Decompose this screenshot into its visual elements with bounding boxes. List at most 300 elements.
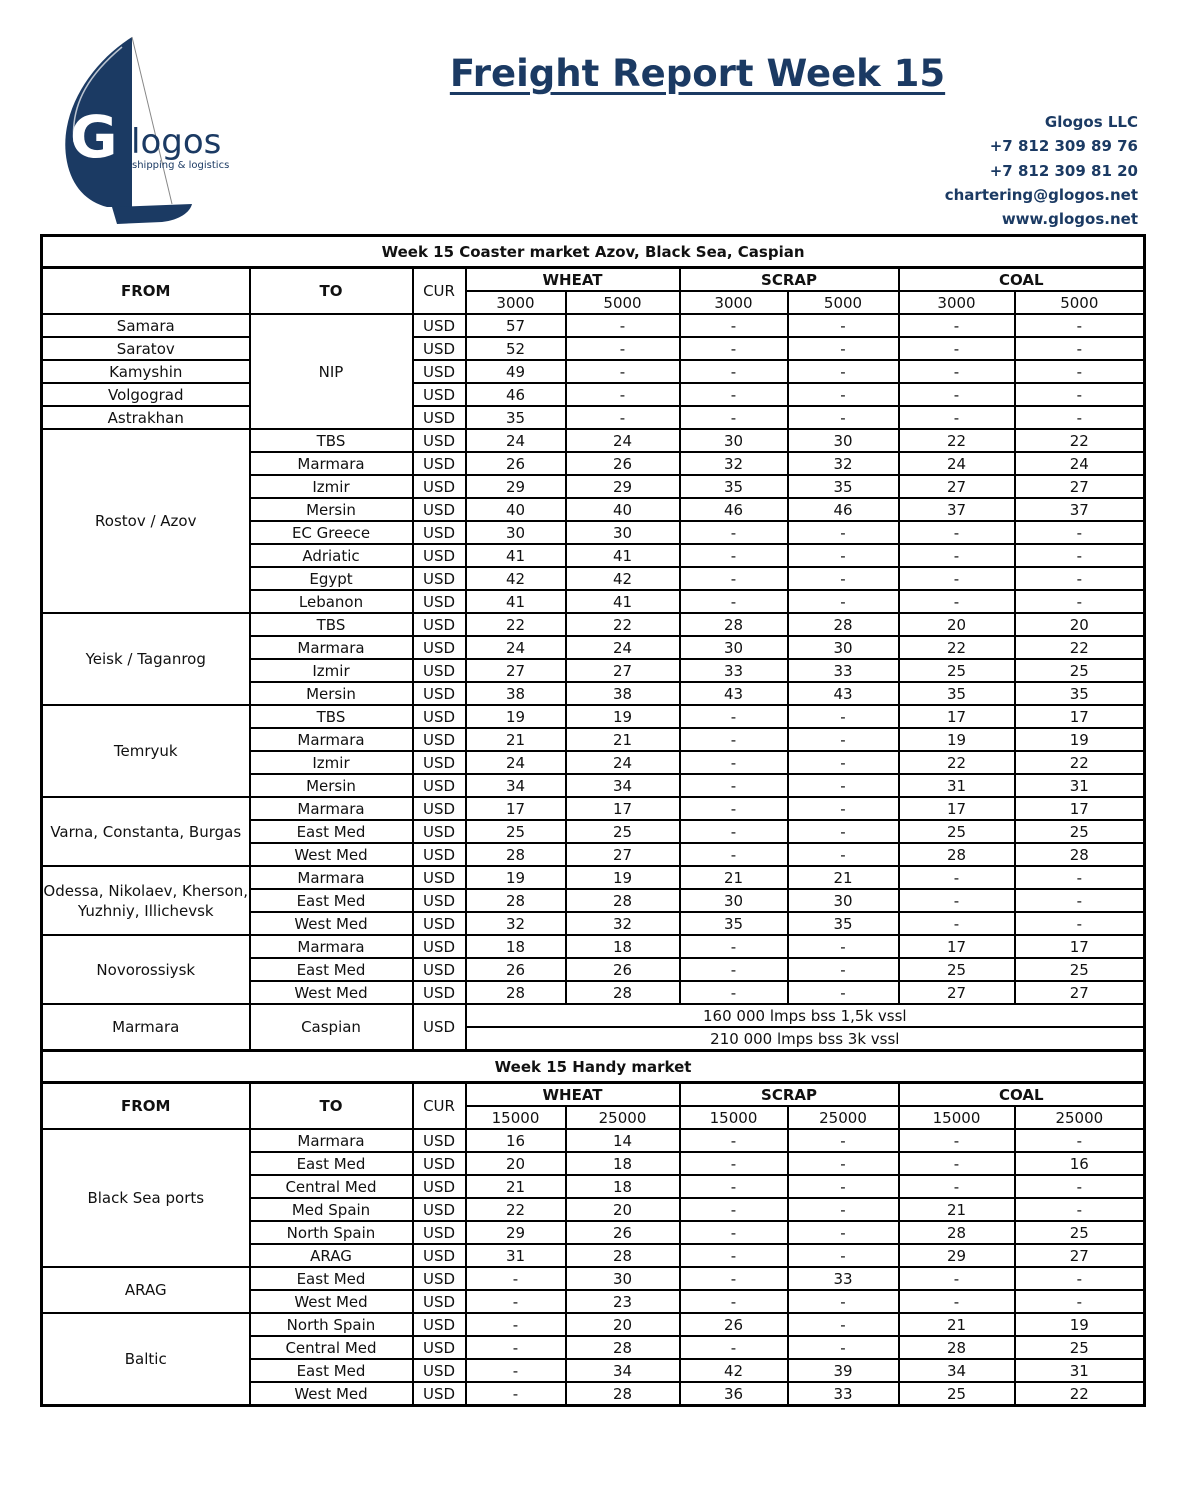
- cell-rate: -: [899, 912, 1015, 935]
- cell-cur: USD: [413, 475, 466, 498]
- cell-to: TBS: [250, 613, 413, 636]
- cell-cur: USD: [413, 498, 466, 521]
- cell-to: Egypt: [250, 567, 413, 590]
- cell-cur: USD: [413, 866, 466, 889]
- cell-rate: -: [1015, 590, 1145, 613]
- cell-cur: USD: [413, 1382, 466, 1406]
- header-cargo-scrap: SCRAP: [680, 1083, 899, 1107]
- cell-cur: USD: [413, 797, 466, 820]
- cell-cur: USD: [413, 751, 466, 774]
- header-cur: CUR: [413, 1083, 466, 1130]
- cell-rate: 29: [466, 475, 566, 498]
- cell-rate: -: [899, 567, 1015, 590]
- cell-to: East Med: [250, 1267, 413, 1290]
- cell-from: Varna, Constanta, Burgas: [42, 797, 250, 866]
- cell-cur: USD: [413, 590, 466, 613]
- cell-rate: -: [466, 1336, 566, 1359]
- cell-rate: 18: [566, 1152, 680, 1175]
- cell-rate: 22: [566, 613, 680, 636]
- cell-rate: -: [680, 958, 788, 981]
- header-size: 25000: [788, 1106, 899, 1129]
- cell-rate: -: [466, 1313, 566, 1336]
- cell-rate: -: [788, 406, 899, 429]
- cell-rate: -: [680, 360, 788, 383]
- cell-rate: 30: [566, 1267, 680, 1290]
- cell-rate: -: [788, 981, 899, 1004]
- cell-to: NIP: [250, 314, 413, 429]
- cell-rate: -: [680, 1244, 788, 1267]
- cell-rate: -: [1015, 314, 1145, 337]
- handy-section-title: Week 15 Handy market: [42, 1051, 1145, 1083]
- cell-to: Izmir: [250, 751, 413, 774]
- table-row: [42, 1129, 1145, 1152]
- cell-to: Izmir: [250, 475, 413, 498]
- cell-rate: -: [680, 1175, 788, 1198]
- cell-rate: 22: [899, 751, 1015, 774]
- cell-rate: -: [788, 728, 899, 751]
- cell-rate: -: [566, 337, 680, 360]
- cell-cur: USD: [413, 1004, 466, 1051]
- cell-rate: -: [788, 1313, 899, 1336]
- cell-rate: 31: [1015, 1359, 1145, 1382]
- cell-rate: 25: [899, 958, 1015, 981]
- cell-rate: 22: [1015, 751, 1145, 774]
- cell-rate: 19: [1015, 1313, 1145, 1336]
- cell-cur: USD: [413, 728, 466, 751]
- cell-to: West Med: [250, 912, 413, 935]
- cell-rate: 41: [466, 590, 566, 613]
- cell-rate: 40: [466, 498, 566, 521]
- cell-rate: 30: [788, 889, 899, 912]
- cell-rate: -: [680, 1198, 788, 1221]
- cell-to: Marmara: [250, 728, 413, 751]
- table-row: [42, 797, 1145, 820]
- cell-rate: -: [680, 751, 788, 774]
- cell-rate: -: [788, 1336, 899, 1359]
- cell-rate: 35: [466, 406, 566, 429]
- table-row: [42, 935, 1145, 958]
- cell-cur: USD: [413, 1313, 466, 1336]
- cell-rate: -: [899, 544, 1015, 567]
- cell-cur: USD: [413, 981, 466, 1004]
- cell-rate: 33: [788, 1382, 899, 1406]
- cell-rate: 21: [899, 1198, 1015, 1221]
- cell-rate: 21: [566, 728, 680, 751]
- cell-from: Volgograd: [42, 383, 250, 406]
- cell-cur: USD: [413, 843, 466, 866]
- cell-to: East Med: [250, 958, 413, 981]
- cell-rate: 29: [566, 475, 680, 498]
- cell-rate: 17: [1015, 705, 1145, 728]
- coaster-section-title: Week 15 Coaster market Azov, Black Sea, Caspian: [42, 236, 1145, 268]
- phone-1: +7 812 309 89 76: [989, 137, 1138, 156]
- cell-rate: -: [680, 1267, 788, 1290]
- cell-cur: USD: [413, 314, 466, 337]
- cell-rate: 25: [1015, 958, 1145, 981]
- cell-rate: 46: [788, 498, 899, 521]
- cell-rate: 17: [1015, 935, 1145, 958]
- header-size: 25000: [1015, 1106, 1145, 1129]
- cell-rate: -: [680, 1152, 788, 1175]
- cell-rate: -: [1015, 866, 1145, 889]
- cell-cur: USD: [413, 429, 466, 452]
- cell-rate: 22: [466, 613, 566, 636]
- cell-rate: 19: [566, 866, 680, 889]
- cell-rate: 38: [566, 682, 680, 705]
- cell-rate: 28: [466, 981, 566, 1004]
- page-title: [0, 52, 1180, 95]
- cell-rate: 17: [1015, 797, 1145, 820]
- cell-rate: 27: [466, 659, 566, 682]
- cell-from: Black Sea ports: [42, 1129, 250, 1267]
- cell-rate: 35: [899, 682, 1015, 705]
- cell-to: West Med: [250, 1290, 413, 1313]
- cell-to: Mersin: [250, 774, 413, 797]
- cell-from: Baltic: [42, 1313, 250, 1406]
- cell-rate: -: [899, 1290, 1015, 1313]
- cell-rate: 23: [566, 1290, 680, 1313]
- cell-rate: -: [788, 1152, 899, 1175]
- cell-from: Samara: [42, 314, 250, 337]
- header-cargo-wheat: WHEAT: [466, 268, 680, 292]
- cell-rate: 42: [680, 1359, 788, 1382]
- cell-rate: -: [466, 1290, 566, 1313]
- logo-g: G: [70, 103, 118, 171]
- cell-rate: -: [788, 521, 899, 544]
- cell-rate: -: [1015, 1267, 1145, 1290]
- cell-rate: -: [1015, 383, 1145, 406]
- cell-rate: 14: [566, 1129, 680, 1152]
- email-link[interactable]: chartering@glogos.net: [944, 185, 1138, 204]
- cell-rate: 42: [466, 567, 566, 590]
- cell-rate: -: [788, 314, 899, 337]
- freight-table: [40, 234, 1146, 1407]
- cell-rate: 28: [566, 1382, 680, 1406]
- boat-hull-icon: [112, 204, 192, 224]
- cell-rate: -: [680, 1290, 788, 1313]
- cell-rate: -: [566, 383, 680, 406]
- cell-rate: 18: [466, 935, 566, 958]
- cell-rate: -: [899, 360, 1015, 383]
- cell-to: West Med: [250, 981, 413, 1004]
- cell-rate: -: [899, 406, 1015, 429]
- cell-rate: -: [680, 705, 788, 728]
- cell-rate: 24: [466, 636, 566, 659]
- cell-rate: -: [1015, 567, 1145, 590]
- cell-rate: 28: [899, 843, 1015, 866]
- cell-rate: 43: [788, 682, 899, 705]
- cell-cur: USD: [413, 1290, 466, 1313]
- cell-rate: 22: [466, 1198, 566, 1221]
- logo-text: logos: [131, 122, 222, 162]
- header-size: 3000: [680, 291, 788, 314]
- cell-rate: 20: [466, 1152, 566, 1175]
- cell-to: ARAG: [250, 1244, 413, 1267]
- cell-rate: -: [1015, 544, 1145, 567]
- cell-rate: -: [1015, 1198, 1145, 1221]
- cell-rate: 19: [899, 728, 1015, 751]
- cell-rate: 28: [899, 1336, 1015, 1359]
- cell-from: Kamyshin: [42, 360, 250, 383]
- cell-rate: 33: [680, 659, 788, 682]
- cell-rate: -: [788, 567, 899, 590]
- cell-from: Novorossiysk: [42, 935, 250, 1004]
- cell-rate: 25: [566, 820, 680, 843]
- cell-rate: 21: [466, 728, 566, 751]
- cell-to: Marmara: [250, 1129, 413, 1152]
- cell-rate: 41: [566, 544, 680, 567]
- table-row: [42, 314, 1145, 337]
- cell-rate: 28: [680, 613, 788, 636]
- cell-cur: USD: [413, 705, 466, 728]
- cell-to: North Spain: [250, 1221, 413, 1244]
- table-row: [42, 1313, 1145, 1336]
- cell-rate: -: [680, 820, 788, 843]
- cell-rate: 35: [680, 475, 788, 498]
- cell-rate: -: [788, 774, 899, 797]
- cell-lumpsum-note: 210 000 lmps bss 3k vssl: [466, 1027, 1145, 1051]
- cell-rate: 32: [466, 912, 566, 935]
- cell-rate: 34: [566, 774, 680, 797]
- cell-cur: USD: [413, 1359, 466, 1382]
- header-size: 5000: [788, 291, 899, 314]
- cell-rate: -: [680, 935, 788, 958]
- cell-rate: 30: [680, 636, 788, 659]
- header-cargo-scrap: SCRAP: [680, 268, 899, 292]
- cell-rate: 17: [899, 705, 1015, 728]
- cell-rate: -: [680, 544, 788, 567]
- cell-from: Marmara: [42, 1004, 250, 1051]
- cell-cur: USD: [413, 452, 466, 475]
- cell-rate: -: [680, 590, 788, 613]
- cell-rate: -: [680, 567, 788, 590]
- cell-rate: -: [566, 360, 680, 383]
- company-name: Glogos LLC: [1044, 113, 1138, 131]
- cell-rate: 32: [566, 912, 680, 935]
- cell-rate: 17: [566, 797, 680, 820]
- cell-rate: -: [788, 1221, 899, 1244]
- cell-to: North Spain: [250, 1313, 413, 1336]
- cell-cur: USD: [413, 360, 466, 383]
- cell-rate: -: [1015, 1290, 1145, 1313]
- cell-rate: 25: [1015, 820, 1145, 843]
- table-row: [42, 429, 1145, 452]
- cell-rate: 21: [899, 1313, 1015, 1336]
- cell-rate: 19: [466, 705, 566, 728]
- cell-rate: 49: [466, 360, 566, 383]
- cell-rate: 25: [899, 1382, 1015, 1406]
- cell-rate: 20: [899, 613, 1015, 636]
- cell-rate: 52: [466, 337, 566, 360]
- cell-rate: 20: [566, 1313, 680, 1336]
- cell-rate: 17: [899, 797, 1015, 820]
- cell-to: Central Med: [250, 1175, 413, 1198]
- website-link[interactable]: www.glogos.net: [1001, 210, 1138, 229]
- cell-rate: 27: [1015, 475, 1145, 498]
- cell-cur: USD: [413, 383, 466, 406]
- cell-rate: -: [680, 843, 788, 866]
- cell-rate: -: [1015, 337, 1145, 360]
- cell-rate: 21: [680, 866, 788, 889]
- cell-cur: USD: [413, 337, 466, 360]
- cell-from: Saratov: [42, 337, 250, 360]
- header-cur: CUR: [413, 268, 466, 315]
- cell-rate: 27: [566, 843, 680, 866]
- cell-rate: 30: [788, 429, 899, 452]
- cell-rate: -: [1015, 912, 1145, 935]
- cell-rate: 27: [1015, 1244, 1145, 1267]
- cell-cur: USD: [413, 682, 466, 705]
- cell-cur: USD: [413, 659, 466, 682]
- cell-cur: USD: [413, 1129, 466, 1152]
- header-to: TO: [250, 1083, 413, 1130]
- cell-rate: 19: [566, 705, 680, 728]
- cell-rate: 37: [1015, 498, 1145, 521]
- cell-cur: USD: [413, 820, 466, 843]
- cell-rate: 28: [466, 889, 566, 912]
- table-row: [42, 406, 1145, 429]
- cell-rate: -: [788, 590, 899, 613]
- cell-cur: USD: [413, 613, 466, 636]
- cell-rate: 31: [1015, 774, 1145, 797]
- cell-to: Med Spain: [250, 1198, 413, 1221]
- cell-rate: -: [466, 1382, 566, 1406]
- cell-rate: 40: [566, 498, 680, 521]
- cell-rate: 34: [466, 774, 566, 797]
- cell-to: East Med: [250, 1152, 413, 1175]
- header-size: 3000: [899, 291, 1015, 314]
- cell-from: Temryuk: [42, 705, 250, 797]
- cell-rate: 17: [466, 797, 566, 820]
- cell-rate: -: [1015, 406, 1145, 429]
- cell-rate: 19: [1015, 728, 1145, 751]
- cell-rate: -: [566, 314, 680, 337]
- cell-rate: 35: [1015, 682, 1145, 705]
- cell-rate: 26: [466, 958, 566, 981]
- cell-rate: -: [680, 728, 788, 751]
- cell-rate: -: [680, 774, 788, 797]
- cell-rate: -: [788, 751, 899, 774]
- cell-rate: 32: [680, 452, 788, 475]
- header-size: 15000: [466, 1106, 566, 1129]
- report-title: Freight Report Week 15: [449, 52, 946, 95]
- cell-rate: 28: [566, 1336, 680, 1359]
- cell-cur: USD: [413, 935, 466, 958]
- cell-rate: -: [1015, 360, 1145, 383]
- cell-rate: -: [788, 1175, 899, 1198]
- cell-rate: 22: [899, 636, 1015, 659]
- cell-rate: 36: [680, 1382, 788, 1406]
- cell-rate: -: [680, 981, 788, 1004]
- cell-cur: USD: [413, 521, 466, 544]
- cell-rate: -: [1015, 521, 1145, 544]
- cell-rate: 28: [566, 981, 680, 1004]
- cell-from: Odessa, Nikolaev, Kherson, Yuzhniy, Illichevsk: [42, 866, 250, 935]
- cell-rate: 25: [899, 820, 1015, 843]
- cell-rate: 34: [566, 1359, 680, 1382]
- cell-rate: 24: [566, 751, 680, 774]
- cell-rate: -: [899, 1152, 1015, 1175]
- cell-rate: -: [680, 383, 788, 406]
- cell-rate: 32: [788, 452, 899, 475]
- cell-rate: 26: [466, 452, 566, 475]
- table-row: [42, 360, 1145, 383]
- cell-rate: -: [899, 521, 1015, 544]
- cell-cur: USD: [413, 1221, 466, 1244]
- cell-rate: -: [466, 1267, 566, 1290]
- cell-rate: -: [788, 1290, 899, 1313]
- cell-to: East Med: [250, 1359, 413, 1382]
- cell-rate: 29: [466, 1221, 566, 1244]
- cell-rate: 17: [899, 935, 1015, 958]
- cell-cur: USD: [413, 406, 466, 429]
- cell-to: East Med: [250, 889, 413, 912]
- cell-rate: -: [788, 820, 899, 843]
- cell-rate: -: [680, 1336, 788, 1359]
- cell-rate: 16: [466, 1129, 566, 1152]
- cell-from: ARAG: [42, 1267, 250, 1313]
- cell-rate: 29: [899, 1244, 1015, 1267]
- cell-cur: USD: [413, 774, 466, 797]
- cell-to: East Med: [250, 820, 413, 843]
- cell-rate: 24: [1015, 452, 1145, 475]
- logo-tagline: shipping & logistics: [132, 160, 230, 171]
- cell-rate: 22: [1015, 636, 1145, 659]
- cell-rate: 18: [566, 1175, 680, 1198]
- contact-block: [945, 110, 1138, 231]
- cell-rate: -: [466, 1359, 566, 1382]
- cell-rate: 33: [788, 1267, 899, 1290]
- header-to: TO: [250, 268, 413, 315]
- cell-rate: -: [680, 337, 788, 360]
- cell-cur: USD: [413, 1152, 466, 1175]
- header-from: FROM: [42, 1083, 250, 1130]
- header-from: FROM: [42, 268, 250, 315]
- cell-rate: 27: [566, 659, 680, 682]
- header-size: 25000: [566, 1106, 680, 1129]
- cell-rate: -: [788, 360, 899, 383]
- cell-rate: -: [788, 935, 899, 958]
- cell-cur: USD: [413, 544, 466, 567]
- table-row: [42, 613, 1145, 636]
- cell-rate: 26: [680, 1313, 788, 1336]
- cell-to: Caspian: [250, 1004, 413, 1051]
- cell-rate: -: [899, 866, 1015, 889]
- cell-rate: -: [788, 705, 899, 728]
- header-size: 5000: [1015, 291, 1145, 314]
- cell-rate: 30: [680, 429, 788, 452]
- cell-rate: 24: [466, 751, 566, 774]
- cell-to: TBS: [250, 705, 413, 728]
- cell-cur: USD: [413, 889, 466, 912]
- cell-rate: -: [788, 1198, 899, 1221]
- header-size: 15000: [899, 1106, 1015, 1129]
- cell-rate: 30: [788, 636, 899, 659]
- cell-rate: 43: [680, 682, 788, 705]
- cell-rate: -: [788, 337, 899, 360]
- cell-rate: 27: [899, 475, 1015, 498]
- cell-cur: USD: [413, 1267, 466, 1290]
- cell-cur: USD: [413, 636, 466, 659]
- cell-rate: -: [788, 797, 899, 820]
- cell-to: Lebanon: [250, 590, 413, 613]
- cell-cur: USD: [413, 912, 466, 935]
- cell-rate: 31: [899, 774, 1015, 797]
- cell-rate: 25: [466, 820, 566, 843]
- cell-rate: 19: [466, 866, 566, 889]
- cell-rate: -: [788, 383, 899, 406]
- cell-rate: -: [680, 1221, 788, 1244]
